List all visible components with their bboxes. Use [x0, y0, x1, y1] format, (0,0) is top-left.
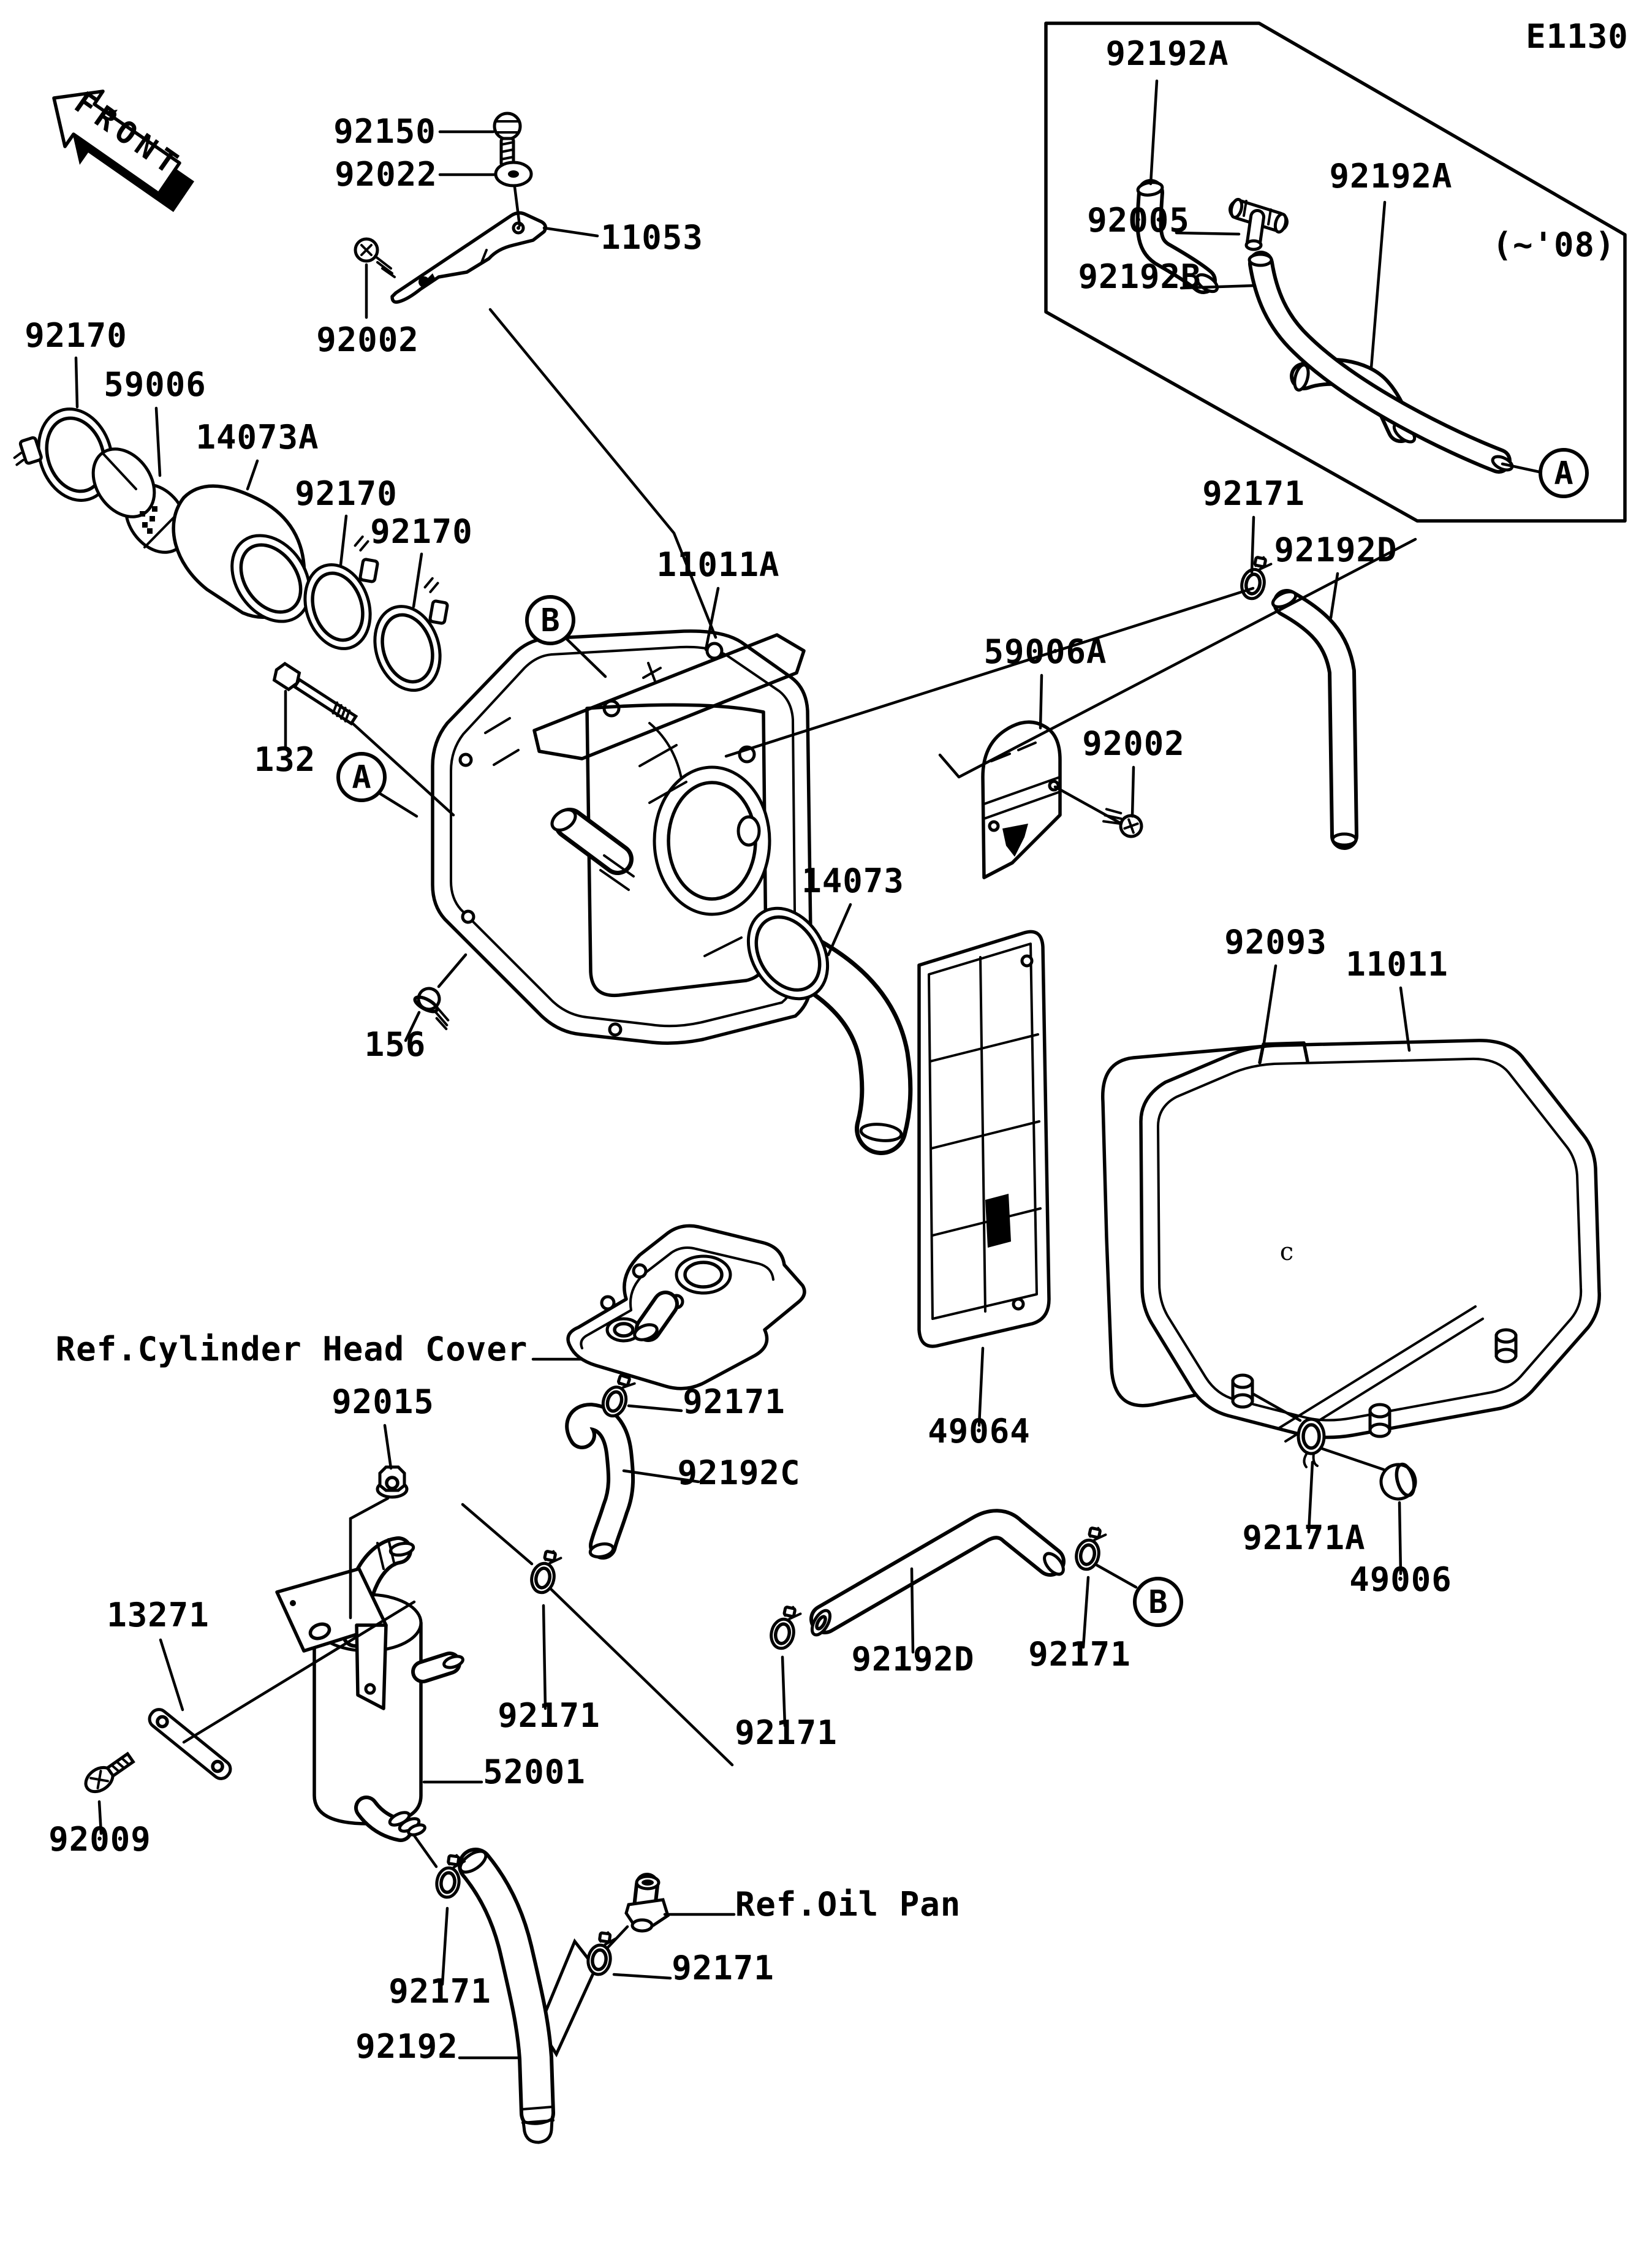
callout-b [1135, 1579, 1181, 1625]
part-label-92171: 92171 [683, 1382, 786, 1421]
mount-boss [1496, 1330, 1516, 1362]
hose-92192d-upper [1271, 588, 1356, 845]
part-label-92192: 92192 [355, 2027, 458, 2066]
part-label-92170: 92170 [295, 474, 398, 513]
t-fitting-92005 [1229, 198, 1287, 249]
front-label: FRONT [68, 85, 189, 184]
clamp-92171 [1239, 554, 1272, 601]
screw-92002-b [1100, 804, 1145, 840]
callout-letter: A [1554, 455, 1573, 492]
air-cleaner-front-cover-11011a [433, 631, 811, 1043]
part-label-92002: 92002 [316, 320, 419, 359]
part-label-13271: 13271 [107, 1596, 210, 1634]
part-label-11011a: 11011A [656, 545, 780, 584]
part-label-92015: 92015 [331, 1382, 434, 1421]
washer-92022 [496, 162, 531, 186]
part-label-92192a: 92192A [1105, 34, 1229, 73]
part-label-132: 132 [254, 740, 316, 779]
part-label-e1130: E1130 [1526, 17, 1629, 56]
part-label-52001: 52001 [483, 1753, 586, 1791]
cylinder-head-cover-ref [568, 1226, 805, 1388]
part-label-92170: 92170 [370, 512, 473, 551]
clamp-92171 [1073, 1525, 1107, 1572]
part-label-11011: 11011 [1346, 945, 1448, 984]
part-label-92170: 92170 [25, 316, 127, 355]
part-label-92171: 92171 [735, 1713, 838, 1752]
oil-pan-fitting-ref [626, 1876, 668, 1931]
part-label-92171: 92171 [1202, 474, 1305, 513]
part-label-08: (~'08) [1492, 226, 1616, 264]
part-label-92093: 92093 [1224, 923, 1327, 961]
part-label-14073a: 14073A [195, 418, 319, 457]
part-label-14073: 14073 [801, 862, 904, 900]
callout-letter: A [352, 759, 371, 796]
housing-c-mark: c [1279, 1238, 1294, 1266]
part-label-92192c: 92192C [677, 1454, 801, 1492]
part-label-92171: 92171 [388, 1972, 491, 2011]
callout-a [1540, 450, 1587, 496]
clip-92171a [1298, 1419, 1324, 1467]
hose-92192d-lower [808, 1524, 1067, 1637]
canister-52001 [277, 1539, 464, 1837]
screw-92009 [81, 1750, 137, 1797]
part-label-59006: 59006 [104, 365, 206, 404]
bracket-11053 [392, 213, 545, 302]
mount-boss [1233, 1375, 1252, 1407]
cap-49006 [1377, 1461, 1420, 1503]
nut-92015 [377, 1467, 407, 1497]
part-label-92171: 92171 [672, 1949, 774, 1987]
callout-letter: B [1148, 1584, 1168, 1621]
part-label-refoilpan: Ref.Oil Pan [735, 1885, 961, 1924]
part-label-92171: 92171 [498, 1696, 600, 1735]
screw-92002-a [355, 239, 395, 277]
clamp-92171 [529, 1548, 562, 1595]
part-label-11053: 11053 [600, 218, 703, 257]
callout-a [338, 754, 385, 800]
part-label-92192d: 92192D [1274, 531, 1398, 569]
part-label-92005: 92005 [1087, 201, 1190, 240]
part-label-92171: 92171 [1028, 1635, 1131, 1674]
clamp-92171 [599, 1371, 636, 1420]
part-label-92192b: 92192B [1078, 257, 1202, 296]
clamp-92171 [768, 1604, 801, 1651]
front-direction-arrow [54, 85, 194, 212]
part-label-refcylinderheadcover: Ref.Cylinder Head Cover [55, 1330, 528, 1368]
part-label-92009: 92009 [48, 1820, 151, 1859]
callout-letter: B [540, 602, 560, 639]
part-label-92192a: 92192A [1329, 157, 1453, 195]
part-label-49064: 49064 [928, 1412, 1031, 1451]
part-label-156: 156 [364, 1025, 426, 1064]
part-label-92022: 92022 [335, 155, 437, 194]
part-label-92192d: 92192D [851, 1640, 975, 1678]
callout-b [527, 597, 574, 643]
part-label-92002: 92002 [1082, 724, 1185, 763]
clamp-92171 [586, 1930, 616, 1976]
part-label-92171a: 92171A [1242, 1519, 1366, 1557]
part-label-59006a: 59006A [983, 632, 1107, 671]
strap-13271 [146, 1706, 233, 1782]
filter-element-49064 [919, 931, 1049, 1346]
mount-boss [1370, 1405, 1390, 1436]
part-label-92150: 92150 [333, 112, 436, 151]
part-label-49006: 49006 [1349, 1560, 1452, 1599]
air-cleaner-housing-11011 [1141, 1041, 1599, 1441]
screw-156 [409, 984, 460, 1029]
bolt-92150 [494, 113, 520, 165]
hose-92192c [579, 1417, 621, 1559]
